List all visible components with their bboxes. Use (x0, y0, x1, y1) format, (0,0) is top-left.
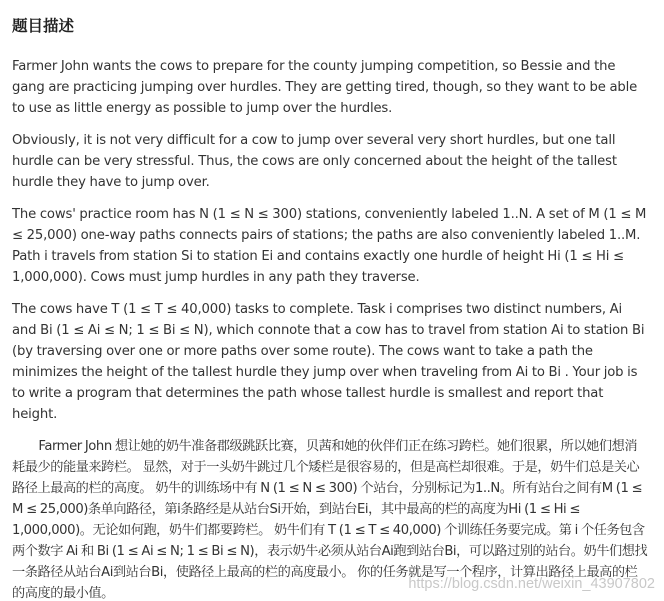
watermark-url: https://blog.csdn.net/weixin_43907802 (408, 576, 655, 592)
paragraph-stations-paths: The cows' practice room has N (1 ≤ N ≤ 300) stations, conveniently labeled 1..N. A set of M (1 ≤ M ≤ 25,000) one-way paths connects pairs of stations; the paths are also conveniently labeled 1..M. Path i travels from station Si to station Ei and contains exactly one hurdle of height Hi (1 ≤ Hi ≤ 1,000,000). Cows must jump hurdles in any path they traverse. (12, 207, 647, 285)
paragraph-tallest-hurdle: Obviously, it is not very difficult for a cow to jump over several very short hurdles, but one tall hurdle can be very stressful. Thus, the cows are only concerned about the height of the tallest hurdle they have to jump over. (12, 133, 617, 190)
section-title: 题目描述 (12, 17, 75, 35)
paragraph-tasks: The cows have T (1 ≤ T ≤ 40,000) tasks to complete. Task i comprises two distinct numbers, Ai and Bi (1 ≤ Ai ≤ N; 1 ≤ Bi ≤ N), which connote that a cow has to travel from station Ai to station Bi (by traversing over one or more paths over some route). The cows want to take a path the minimizes the height of the tallest hurdle they jump over when traveling from Ai to Bi . Your job is to write a program that determines the path whose tallest hurdle is smallest and report that height. (12, 302, 645, 422)
paragraph-intro: Farmer John wants the cows to prepare for the county jumping competition, so Bessie and the gang are practicing jumping over hurdles. They are getting tired, though, so they want to be able to use as little energy as possible to jump over the hurdles. (12, 59, 638, 116)
paragraph-chinese-translation: Farmer John 想让她的奶牛准备郡级跳跃比赛，贝茜和她的伙伴们正在练习跨栏。她们很累，所以她们想消耗最少的能量来跨栏。 显然，对于一头奶牛跳过几个矮栏是很容易的，但是高栏却很难。于是，奶牛们总是关心路径上最高的栏的高度。 奶牛的训练场中有 N (1 ≤ N ≤ 300) 个站台，分别标记为1..N。所有站台之间有M (1 ≤ M ≤ 25,000)条单向路径，第i条路经是从站台Si开始，到站台Ei，其中最高的栏的高度为Hi (1 ≤ Hi ≤ 1,000,000)。无论如何跑，奶牛们都要跨栏。 奶牛们有 T (1 ≤ T ≤ 40,000) 个训练任务要完成。第 i 个任务包含两个数字 Ai 和 Bi (1 ≤ Ai ≤ N; 1 ≤ Bi ≤ N)，表示奶牛必须从站台Ai跑到站台Bi，可以路过别的站台。奶牛们想找一条路径从站台Ai到站台Bi，使路径上最高的栏的高度最小。 你的任务就是写一个程序，计算出路径上最高的栏的高度的最小值。 (12, 439, 648, 601)
